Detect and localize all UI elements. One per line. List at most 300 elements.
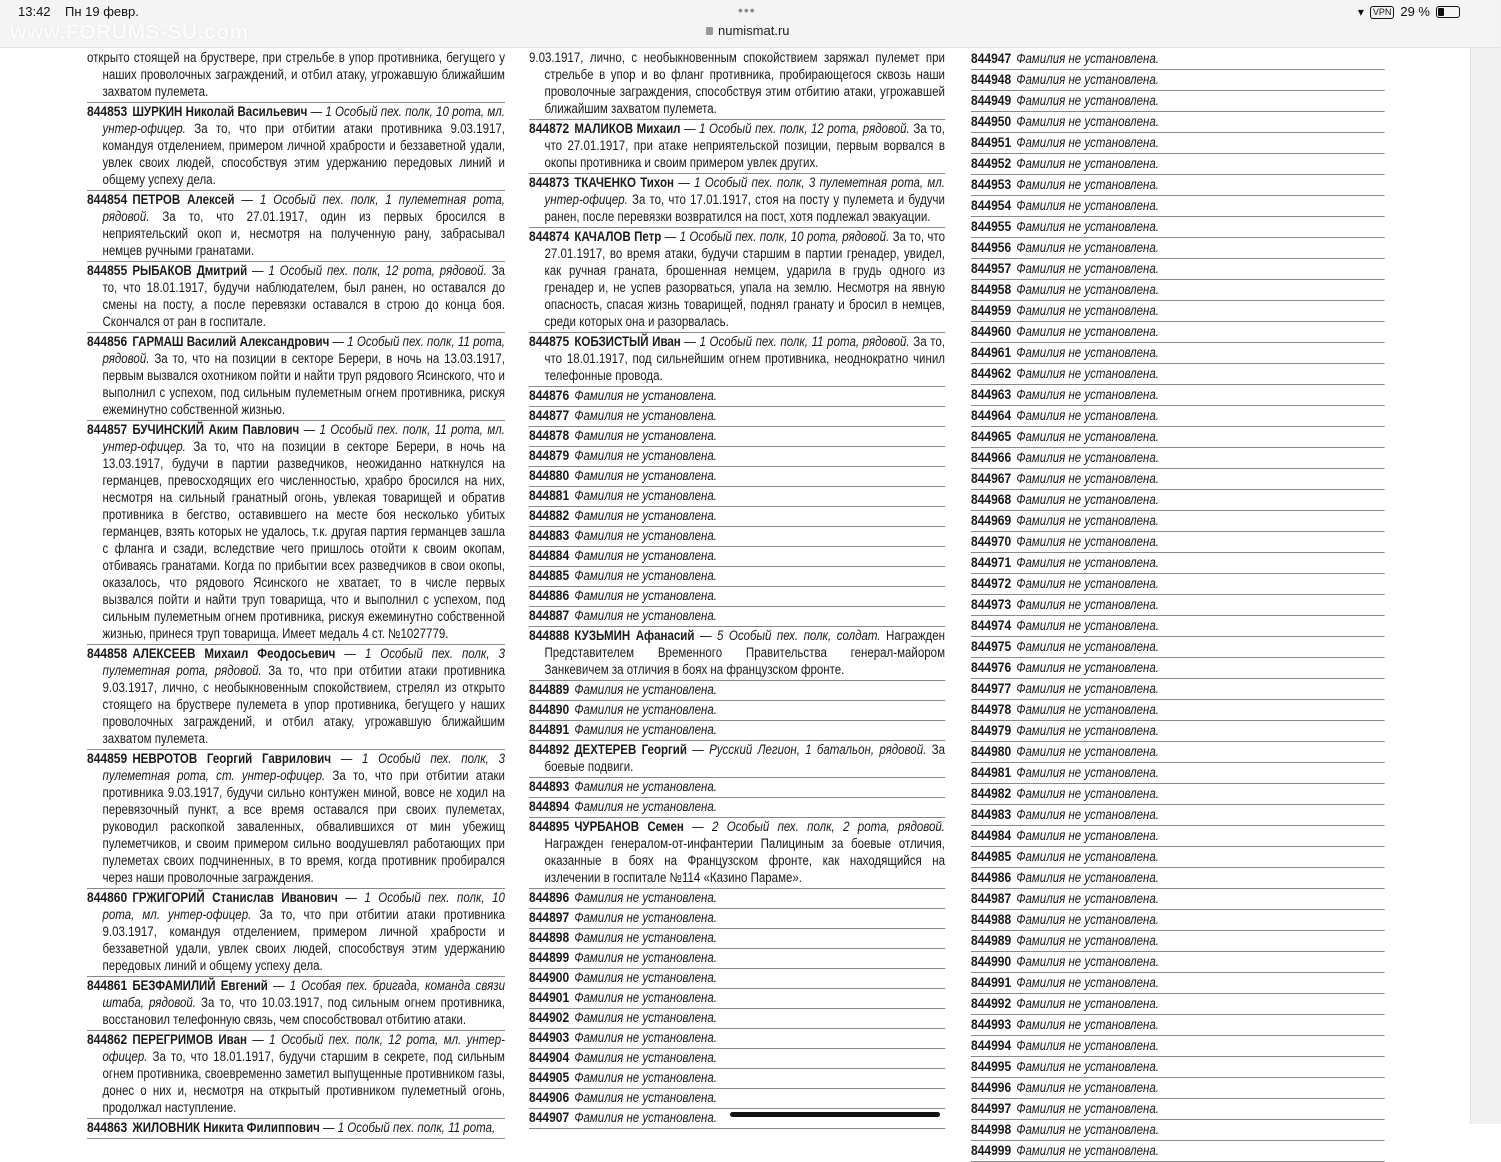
entry-unit: 1 Особая пех. бригада, команда связи штаба, рядовой.: [102, 978, 505, 1010]
entry-number: 844883: [529, 527, 570, 543]
entry-number: 844979: [971, 722, 1012, 738]
entry-unknown: Фамилия не установлена.: [574, 508, 717, 523]
list-entry: [529, 798, 945, 818]
entry-number: 844947: [971, 50, 1012, 66]
entry-unit: 1 Особый пех. полк, 10 рота, мл. унтер-офицер.: [102, 890, 505, 922]
list-entry: [529, 467, 945, 487]
list-entry: 844895 ЧУРБАНОВ Семен — 2 Особый пех. полк, 2 рота, рядовой. Награжден генералом-от-инфантерии Палициным за боевые отличия, оказанные в боях на Французском фронте, как находящийся на излечении в госпитале №114 «Казино Параме».: [529, 818, 945, 889]
status-bar: [0, 0, 1500, 48]
list-entry: [971, 721, 1385, 742]
list-entry: [529, 1089, 945, 1109]
entry-number: 844880: [529, 467, 570, 483]
entry-unknown: Фамилия не установлена.: [574, 1070, 717, 1085]
list-entry: 844860 ГРЖИГОРИЙ Станислав Иванович — 1 Особый пех. полк, 10 рота, мл. унтер-офицер. За то, что при отбитии атаки противника 9.03.1917, командуя отделением, примером личной храбрости и беззаветной удали, увлек своих людей, способствуя этим удержанию передовых линий и общему успеху дела.: [87, 889, 505, 977]
entry-name: ЖИЛОВНИК Никита Филиппович: [132, 1120, 320, 1135]
entry-unit: 5 Особый пех. полк, солдат.: [716, 628, 881, 643]
entry-number: 844997: [971, 1100, 1012, 1116]
list-entry: 844854 ПЕТРОВ Алексей — 1 Особый пех. полк, 1 пулеметная рота, рядовой. За то, что 27.01.1917, один из первых бросился в неприятельский окоп и, несмотря на полученную рану, забрасывал немцев ручными гранатами.: [87, 191, 505, 262]
list-entry: [971, 196, 1385, 217]
list-entry: 844861 БЕЗФАМИЛИЙ Евгений — 1 Особая пех. бригада, команда связи штаба, рядовой. За то, что 10.03.1917, под сильным огнем противника, восстановил телефонную связь, чем способствовал отбитию атаки.: [87, 977, 505, 1031]
entry-number: 844903: [529, 1029, 570, 1045]
entry-unit: 1 Особый пех. полк, 11 рота, мл. унтер-офицер.: [102, 422, 505, 454]
list-entry: [971, 784, 1385, 805]
entry-unknown: Фамилия не установлена.: [1016, 870, 1159, 885]
entry-number: 844999: [971, 1142, 1012, 1158]
entry-unit: 1 Особый пех. полк, 3 пулеметная рота, ст. унтер-офицер.: [102, 751, 505, 783]
entry-number: 844992: [971, 995, 1012, 1011]
list-entry: [529, 721, 945, 741]
entry-unknown: Фамилия не установлена.: [574, 1090, 717, 1105]
list-entry: [971, 238, 1385, 259]
entry-unknown: Фамилия не установлена.: [1016, 891, 1159, 906]
entry-unknown: Фамилия не установлена.: [574, 408, 717, 423]
entry-number: 844900: [529, 969, 570, 985]
list-entry: [971, 931, 1385, 952]
lock-icon: [706, 27, 713, 35]
column-1: [87, 49, 506, 1135]
entry-unit: 1 Особый пех. полк, 10 рота, мл. унтер-офицер.: [102, 104, 505, 136]
list-entry: [971, 700, 1385, 721]
entry-text: За то, что 18.01.1917, будучи старшим в секрете, под сильным огнем противника, своевременно заметил выпущенные противником газы, донес о них и, несмотря на открытый противником пулеметный огонь, продолжал наступление.: [102, 1049, 505, 1115]
list-entry: 844856 ГАРМАШ Василий Александрович — 1 Особый пех. полк, 11 рота, рядовой. За то, что на позиции в секторе Берери, в ночь на 13.03.1917, первым вызвался охотником пойти и найти труп рядового Ясинского, что и выполнил с успехом, под сильным пулеметным огнем противника, рискуя ежеминутно собственной жизнью.: [87, 333, 505, 421]
list-entry: [971, 868, 1385, 889]
entry-text: Награжден Представителем Временного Правительства генерал-майором Занкевичем за отличия в боях на французском фронте.: [544, 628, 945, 677]
address-bar[interactable]: [706, 23, 790, 39]
entry-text: За боевые подвиги.: [544, 742, 945, 774]
entry-number: 844853: [87, 103, 128, 119]
entry-number: 844978: [971, 701, 1012, 717]
entry-number: 844859: [87, 750, 128, 766]
entry-number: 844885: [529, 567, 570, 583]
list-entry: [529, 969, 945, 989]
home-indicator[interactable]: [730, 1112, 940, 1117]
entry-text: За то, что 18.01.1917, под сильнейшим огнем противника, неоднократно чинил телефонные провода.: [544, 334, 945, 383]
entry-unknown: Фамилия не установлена.: [574, 528, 717, 543]
list-entry: [529, 929, 945, 949]
list-entry: [971, 511, 1385, 532]
list-entry: 844888 КУЗЬМИН Афанасий — 5 Особый пех. полк, солдат. Награжден Представителем Временного Правительства генерал-майором Занкевичем за отличия в боях на французском фронте.: [529, 627, 945, 681]
entry-text: За то, что 18.01.1917, будучи наблюдателем, был ранен, но оставался до смены на посту, а после перевязки оставался в строю до конца боя. Скончался от ран в госпитале.: [102, 263, 505, 329]
entry-name: РЫБАКОВ Дмитрий: [132, 263, 248, 278]
entry-number: 844884: [529, 547, 570, 563]
entry-number: 844970: [971, 533, 1012, 549]
list-entry: [971, 553, 1385, 574]
list-entry: [971, 490, 1385, 511]
list-entry: [971, 574, 1385, 595]
entry-number: 844971: [971, 554, 1012, 570]
entry-unknown: Фамилия не установлена.: [1016, 345, 1159, 360]
entry-name: КУЗЬМИН Афанасий: [574, 628, 695, 643]
entry-number: 844898: [529, 929, 570, 945]
list-entry: [971, 973, 1385, 994]
entry-number: 844890: [529, 701, 570, 717]
entry-unknown: Фамилия не установлена.: [574, 950, 717, 965]
entry-unknown: Фамилия не установлена.: [574, 682, 717, 697]
entry-unknown: Фамилия не установлена.: [1016, 240, 1159, 255]
entry-unknown: Фамилия не установлена.: [1016, 72, 1159, 87]
entry-unit: 1 Особый пех. полк, 3 пулеметная рота, мл. унтер-офицер.: [544, 175, 946, 207]
entry-unknown: Фамилия не установлена.: [574, 448, 717, 463]
entry-unknown: Фамилия не установлена.: [1016, 513, 1159, 528]
list-entry: [971, 847, 1385, 868]
entry-text: За то, что при отбитии атаки противника 9.03.1917, лично, с необыкновенным спокойствием, стрелял из открыто стоящего на бруствере пулемета в упор противника, бегущего у наших проволочных заграждений, и отбил атаку, угрожавшую ближайшим захватом пулемета.: [102, 663, 505, 746]
battery-percent: 29 %: [1400, 4, 1430, 19]
entry-number: 844960: [971, 323, 1012, 339]
entry-number: 844951: [971, 134, 1012, 150]
list-entry: [971, 322, 1385, 343]
entry-unknown: Фамилия не установлена.: [574, 910, 717, 925]
clock: 13:42: [18, 4, 51, 19]
entry-number: 844878: [529, 427, 570, 443]
entry-number: 844889: [529, 681, 570, 697]
list-entry: [971, 805, 1385, 826]
entry-text: За то, что при отбитии атаки противника 9.03.1917, будучи сильно контужен миной, вовсе не ходил на перевязочный пункт, а все время оставался при своих пулеметах, руководил раскопкой заваленных, обвалившихся от мин убежищ пулеметчиков, и своим примером сильно воодушевлял работающих при пулеметах своих подчиненных, в то время, когда противник пробирался через наши проволочные заграждения.: [102, 768, 505, 885]
list-entry: [971, 280, 1385, 301]
entry-unknown: Фамилия не установлена.: [574, 990, 717, 1005]
entry-continuation: [87, 49, 505, 103]
entry-number: 844905: [529, 1069, 570, 1085]
entry-name: АЛЕКСЕЕВ Михаил Феодосьевич: [132, 646, 336, 661]
entry-number: 844964: [971, 407, 1012, 423]
entry-unknown: Фамилия не установлена.: [1016, 450, 1159, 465]
list-entry: [971, 889, 1385, 910]
entry-number: 844985: [971, 848, 1012, 864]
entry-number: 844906: [529, 1089, 570, 1105]
list-entry: 844892 ДЕХТЕРЕВ Георгий — Русский Легион, 1 батальон, рядовой. За боевые подвиги.: [529, 741, 945, 778]
entry-number: 844949: [971, 92, 1012, 108]
entry-number: 844966: [971, 449, 1012, 465]
url-text: numismat.ru: [718, 23, 790, 38]
entry-unknown: Фамилия не установлена.: [574, 468, 717, 483]
entry-number: 844977: [971, 680, 1012, 696]
entry-number: 844963: [971, 386, 1012, 402]
entry-number: 844953: [971, 176, 1012, 192]
entry-name: ГАРМАШ Василий Александрович: [132, 334, 330, 349]
entry-number: 844989: [971, 932, 1012, 948]
entry-unknown: Фамилия не установлена.: [1016, 933, 1159, 948]
list-entry: [971, 1078, 1385, 1099]
entry-unknown: Фамилия не установлена.: [1016, 114, 1159, 129]
entry-number: 844882: [529, 507, 570, 523]
list-entry: 844855 РЫБАКОВ Дмитрий — 1 Особый пех. полк, 12 рота, рядовой. За то, что 18.01.1917, будучи наблюдателем, был ранен, но оставался до смены на посту, а после перевязки оставался в строю до конца боя. Скончался от ран в госпитале.: [87, 262, 505, 333]
entry-number: 844877: [529, 407, 570, 423]
list-entry: [971, 952, 1385, 973]
entry-unit: 1 Особый пех. полк, 1 пулеметная рота, рядовой.: [102, 192, 505, 224]
battery-icon: [1436, 6, 1460, 18]
entry-number: 844856: [87, 333, 128, 349]
list-entry: [529, 889, 945, 909]
entry-number: 844860: [87, 889, 128, 905]
list-entry: [971, 1015, 1385, 1036]
list-entry: [529, 387, 945, 407]
scroll-edge: [1470, 0, 1501, 1124]
entry-number: 844975: [971, 638, 1012, 654]
entry-text: За то, что на позиции в секторе Берери, в ночь на 13.03.1917, будучи в партии разведчиков, неожиданно наткнулся на германцев, превосходящих его численностью, храбро бросился на них, несмотря на сильный гранатный огонь, увлекая товарищей и обратив противника в бегство, оставившего на месте боя несколько убитых германцев, взять которых не удалось, т.к. другая партия германцев зашла с фланга и сзади, вследствие чего пришлось отойти к своим окопам, отбиваясь гранатами. Когда по прибытии всех разведчиков в свои окопы, оказалось, что рядового Ясинского не хватает, то в числе первых вызвался пойти и найти труп товарища, что и выполнил с успехом, под сильным пулеметным огнем противника, рискуя ежеминутно собственной жизнью, принеся труп товарища. Имеет медаль 4 ст. №1027779.: [102, 439, 505, 641]
entry-number: 844993: [971, 1016, 1012, 1032]
list-entry: [529, 909, 945, 929]
list-entry: [971, 343, 1385, 364]
list-entry: [529, 949, 945, 969]
entry-unknown: Фамилия не установлена.: [1016, 618, 1159, 633]
entry-unknown: Фамилия не установлена.: [1016, 681, 1159, 696]
entry-number: 844876: [529, 387, 570, 403]
list-entry: [529, 701, 945, 721]
date: Пн 19 февр.: [65, 4, 139, 19]
entry-number: 844854: [87, 191, 128, 207]
entry-unknown: Фамилия не установлена.: [1016, 1059, 1159, 1074]
list-entry: 844872 МАЛИКОВ Михаил — 1 Особый пех. полк, 12 рота, рядовой. За то, что 27.01.1917, при атаке неприятельской позиции, первым ворвался в окопы противника и своим примером увлек других.: [529, 120, 945, 174]
entry-number: 844904: [529, 1049, 570, 1065]
list-entry: [971, 1036, 1385, 1057]
entry-unknown: Фамилия не установлена.: [1016, 975, 1159, 990]
entry-unknown: Фамилия не установлена.: [1016, 471, 1159, 486]
list-entry: [971, 994, 1385, 1015]
entry-unknown: Фамилия не установлена.: [1016, 597, 1159, 612]
entry-unknown: Фамилия не установлена.: [1016, 177, 1159, 192]
entry-number: 844892: [529, 741, 570, 757]
entry-text: Награжден генералом-от-инфантерии Палициным за боевые отличия, оказанные в боях на Французском фронте, как находящийся на излечении в госпитале №114 «Казино Параме».: [544, 836, 945, 885]
entry-unknown: Фамилия не установлена.: [1016, 1017, 1159, 1032]
entry-number: 844984: [971, 827, 1012, 843]
entry-unknown: Фамилия не установлена.: [574, 1010, 717, 1025]
list-entry: [971, 1057, 1385, 1078]
list-entry: [529, 527, 945, 547]
list-entry: [529, 1049, 945, 1069]
entry-unknown: Фамилия не установлена.: [1016, 1143, 1159, 1158]
entry-unknown: Фамилия не установлена.: [574, 488, 717, 503]
list-entry: [529, 989, 945, 1009]
entry-unknown: Фамилия не установлена.: [1016, 492, 1159, 507]
entry-number: 844998: [971, 1121, 1012, 1137]
entry-unknown: Фамилия не установлена.: [1016, 1080, 1159, 1095]
entry-number: 844967: [971, 470, 1012, 486]
entry-number: 844891: [529, 721, 570, 737]
list-entry: [971, 70, 1385, 91]
entry-unknown: Фамилия не установлена.: [1016, 1122, 1159, 1137]
entry-unknown: Фамилия не установлена.: [1016, 261, 1159, 276]
entry-unit: 1 Особый пех. полк, 11 рота,: [337, 1120, 496, 1135]
watermark: www.FORUMS-SU.com: [10, 21, 249, 44]
entry-number: 844962: [971, 365, 1012, 381]
wifi-icon: ▾: [1357, 5, 1364, 19]
list-entry: [971, 49, 1385, 70]
entry-name: ЧУРБАНОВ Семен: [574, 819, 684, 834]
list-entry: [529, 607, 945, 627]
entry-unit: 1 Особый пех. полк, 11 рота, рядовой.: [102, 334, 505, 366]
entry-name: ГРЖИГОРИЙ Станислав Иванович: [132, 890, 338, 905]
entry-number: 844959: [971, 302, 1012, 318]
entry-number: 844950: [971, 113, 1012, 129]
entry-unit: Русский Легион, 1 батальон, рядовой.: [709, 742, 927, 757]
list-entry: [971, 532, 1385, 553]
list-entry: [971, 1141, 1385, 1162]
entry-unknown: Фамилия не установлена.: [1016, 366, 1159, 381]
entry-number: 844988: [971, 911, 1012, 927]
entry-number: 844888: [529, 627, 570, 643]
entry-unit: 1 Особый пех. полк, 12 рота, рядовой.: [699, 121, 910, 136]
entry-unknown: Фамилия не установлена.: [1016, 156, 1159, 171]
entry-number: 844861: [87, 977, 128, 993]
entry-unit: 1 Особый пех. полк, 12 рота, рядовой.: [268, 263, 487, 278]
list-entry: 844857 БУЧИНСКИЙ Аким Павлович — 1 Особый пех. полк, 11 рота, мл. унтер-офицер. За то, что на позиции в секторе Берери, в ночь на 13.03.1917, будучи в партии разведчиков, неожиданно наткнулся на германцев, превосходящих его численностью, храбро бросился на них, несмотря на сильный гранатный огонь, увлекая товарищей и обратив противника в бегство, оставившего на месте боя несколько убитых германцев, взять которых не удалось, т.к. другая партия германцев зашла с фланга и сзади, вследствие чего пришлось отойти к своим окопам, отбиваясь гранатами. Когда по прибытии всех разведчиков в свои окопы, оказалось, что рядового Ясинского не хватает, то в числе первых вызвался пойти и найти труп товарища, что и выполнил с успехом, под сильным пулеметным огнем противника, рискуя ежеминутно собственной жизнью, принеся труп товарища. Имеет медаль 4 ст. №1027779.: [87, 421, 505, 645]
entry-number: 844961: [971, 344, 1012, 360]
entry-number: 844872: [529, 120, 570, 136]
entry-number: 844874: [529, 228, 570, 244]
list-entry: [529, 447, 945, 467]
entry-number: 844980: [971, 743, 1012, 759]
entry-number: 844990: [971, 953, 1012, 969]
entry-number: 844952: [971, 155, 1012, 171]
entry-unit: 1 Особый пех. полк, 11 рота, рядовой.: [699, 334, 910, 349]
entry-unknown: Фамилия не установлена.: [1016, 702, 1159, 717]
entry-unknown: Фамилия не установлена.: [1016, 996, 1159, 1011]
entry-name: ДЕХТЕРЕВ Георгий: [574, 742, 687, 757]
entry-unknown: Фамилия не установлена.: [1016, 576, 1159, 591]
entry-number: 844858: [87, 645, 128, 661]
entry-unknown: Фамилия не установлена.: [1016, 198, 1159, 213]
entry-number: 844901: [529, 989, 570, 1005]
entry-number: 844855: [87, 262, 128, 278]
list-entry: [971, 595, 1385, 616]
entry-number: 844897: [529, 909, 570, 925]
list-entry: 844873 ТКАЧЕНКО Тихон — 1 Особый пех. полк, 3 пулеметная рота, мл. унтер-офицер. За то, что 17.01.1917, стоя на посту у пулемета и будучи ранен, после перевязки возвратился на пост, хотя подлежал эвакуации.: [529, 174, 945, 228]
list-entry: [971, 217, 1385, 238]
entry-number: 844965: [971, 428, 1012, 444]
entry-number: 844875: [529, 333, 570, 349]
list-entry: [529, 487, 945, 507]
entry-text: За то, что при отбитии атаки противника 9.03.1917, командуя отделением, примером личной храбрости и беззаветной удали, увлек своих людей, способствуя этим удержанию передовых линий и общему успеху дела.: [102, 907, 505, 973]
entry-unknown: Фамилия не установлена.: [574, 702, 717, 717]
list-entry: [971, 679, 1385, 700]
battery-fill: [1438, 8, 1444, 16]
entry-number: 844968: [971, 491, 1012, 507]
entry-unknown: Фамилия не установлена.: [574, 970, 717, 985]
entry-number: 844983: [971, 806, 1012, 822]
list-entry: [971, 301, 1385, 322]
entry-number: 844994: [971, 1037, 1012, 1053]
entry-unknown: Фамилия не установлена.: [1016, 828, 1159, 843]
entry-text: За то, что при отбитии атаки противника 9.03.1917, командуя отделением, примером личной храбрости и беззаветной удали, увлек своих людей, способствуя этим удержанию передовых линий и общему успеху дела.: [102, 121, 505, 187]
entry-number: 844887: [529, 607, 570, 623]
list-entry: [971, 364, 1385, 385]
entry-unknown: Фамилия не установлена.: [1016, 219, 1159, 234]
list-entry: [971, 658, 1385, 679]
entry-name: ПЕТРОВ Алексей: [132, 192, 235, 207]
column-2: [529, 49, 945, 1124]
list-entry: [529, 1009, 945, 1029]
entry-number: 844974: [971, 617, 1012, 633]
list-entry: 844874 КАЧАЛОВ Петр — 1 Особый пех. полк, 10 рота, рядовой. За то, что 27.01.1917, во время атаки, будучи старшим в партии гренадер, увидел, как ручная граната, брошенная немцем, ударила в грудь одного из гренадер и, не успев разорваться, упала на землю. Несмотря на явную опасность, спасая жизнь товарищей, поднял гранату и бросил в немцев, среди которых она и разорвалась.: [529, 228, 945, 333]
entry-unknown: Фамилия не установлена.: [1016, 849, 1159, 864]
entry-unknown: Фамилия не установлена.: [1016, 723, 1159, 738]
entry-unknown: Фамилия не установлена.: [1016, 51, 1159, 66]
list-entry: [971, 133, 1385, 154]
list-entry: [529, 507, 945, 527]
entry-unknown: Фамилия не установлена.: [1016, 93, 1159, 108]
entry-number: 844955: [971, 218, 1012, 234]
entry-number: 844958: [971, 281, 1012, 297]
entry-text: За то, что 27.01.1917, один из первых бросился в неприятельский окоп и, несмотря на полученную рану, забрасывал немцев ручными гранатами.: [102, 209, 505, 258]
entry-name: ПЕРЕГРИМОВ Иван: [132, 1032, 247, 1047]
entry-number: 844981: [971, 764, 1012, 780]
entry-unknown: Фамилия не установлена.: [1016, 765, 1159, 780]
list-entry: 844853 ШУРКИН Николай Васильевич — 1 Особый пех. полк, 10 рота, мл. унтер-офицер. За то, что при отбитии атаки противника 9.03.1917, командуя отделением, примером личной храбрости и беззаветной удали, увлек своих людей, способствуя этим удержанию передовых линий и общему успеху дела.: [87, 103, 505, 191]
entry-unknown: Фамилия не установлена.: [1016, 912, 1159, 927]
entry-text: За то, что 27.01.1917, при атаке неприятельской позиции, первым ворвался в окопы противника и своим примером увлек других.: [544, 121, 945, 170]
entry-unknown: Фамилия не установлена.: [1016, 786, 1159, 801]
entry-name: ТКАЧЕНКО Тихон: [574, 175, 674, 190]
entry-text: За то, что 17.01.1917, стоя на посту у пулемета и будучи ранен, после перевязки возвратился на пост, хотя подлежал эвакуации.: [544, 192, 945, 224]
entry-unit: 1 Особый пех. полк, 12 рота, мл. унтер-офицер.: [102, 1032, 506, 1064]
list-entry: 844858 АЛЕКСЕЕВ Михаил Феодосьевич — 1 Особый пех. полк, 3 пулеметная рота, рядовой. За то, что при отбитии атаки противника 9.03.1917, лично, с необыкновенным спокойствием, стрелял из открыто стоящего на бруствере пулемета в упор противника, бегущего у наших проволочных заграждений, и отбил атаку, угрожавшую ближайшим захватом пулемета.: [87, 645, 505, 750]
list-entry: [529, 1069, 945, 1089]
entry-number: 844948: [971, 71, 1012, 87]
entry-unknown: Фамилия не установлена.: [1016, 660, 1159, 675]
entry-name: МАЛИКОВ Михаил: [574, 121, 681, 136]
entry-text: За то, что на позиции в секторе Берери, в ночь на 13.03.1917, первым вызвался охотником пойти и найти труп рядового Ясинского, что и выполнил с успехом, под сильным пулеметным огнем противника, рискуя ежеминутно собственной жизнью.: [102, 351, 505, 417]
list-entry: 844862 ПЕРЕГРИМОВ Иван — 1 Особый пех. полк, 12 рота, мл. унтер-офицер. За то, что 18.01.1917, будучи старшим в секрете, под сильным огнем противника, своевременно заметил выпущенные противником газы, донес о них и, несмотря на открытый противником пулеметный огонь, продолжал наступление.: [87, 1031, 505, 1119]
entry-name: БЕЗФАМИЛИЙ Евгений: [132, 978, 268, 993]
entry-unknown: Фамилия не установлена.: [1016, 744, 1159, 759]
list-entry: [971, 406, 1385, 427]
list-entry: [529, 587, 945, 607]
entry-number: 844973: [971, 596, 1012, 612]
list-entry: [529, 567, 945, 587]
entry-number: 844902: [529, 1009, 570, 1025]
list-entry: [971, 763, 1385, 784]
list-entry: [971, 259, 1385, 280]
entry-text: 9.03.1917, лично, с необыкновенным спокойствием заряжал пулемет при стрельбе в упор и во фланг противника, пробирающегося сквозь наши проволочные заграждения, способствуя этим отбитию атаки, угрожавшей ближайшим захватом пулемета.: [529, 50, 945, 116]
entry-unknown: Фамилия не установлена.: [574, 799, 717, 814]
entry-continuation: [529, 49, 945, 120]
entry-name: ШУРКИН Николай Васильевич: [132, 104, 308, 119]
entry-unknown: Фамилия не установлена.: [1016, 1038, 1159, 1053]
entry-number: 844886: [529, 587, 570, 603]
entry-number: 844957: [971, 260, 1012, 276]
entry-unknown: Фамилия не установлена.: [574, 1030, 717, 1045]
list-entry: [971, 385, 1385, 406]
list-entry: [971, 1120, 1385, 1141]
entry-unknown: Фамилия не установлена.: [1016, 282, 1159, 297]
entry-unknown: Фамилия не установлена.: [574, 388, 717, 403]
entry-unknown: Фамилия не установлена.: [1016, 534, 1159, 549]
more-dots-icon[interactable]: •••: [738, 2, 756, 18]
vpn-badge: VPN: [1370, 6, 1395, 19]
entry-text: открыто стоящей на бруствере, при стрельбе в упор противника, бегущего у наших проволочных заграждений, и отбил атаку, угрожавшую ближайшим захватом пулемета.: [87, 50, 505, 99]
entry-number: 844991: [971, 974, 1012, 990]
entry-unknown: Фамилия не установлена.: [1016, 303, 1159, 318]
entry-unknown: Фамилия не установлена.: [574, 588, 717, 603]
list-entry: [971, 469, 1385, 490]
list-entry: [971, 91, 1385, 112]
entry-number: 844863: [87, 1119, 128, 1135]
entry-unit: 2 Особый пех. полк, 2 рота, рядовой.: [712, 819, 945, 834]
list-entry: [529, 1029, 945, 1049]
list-entry: [971, 175, 1385, 196]
entry-unknown: Фамилия не установлена.: [1016, 1101, 1159, 1116]
list-entry: [971, 112, 1385, 133]
entry-number: 844896: [529, 889, 570, 905]
entry-name: КАЧАЛОВ Петр: [574, 229, 662, 244]
entry-number: 844969: [971, 512, 1012, 528]
entry-text: За то, что 10.03.1917, под сильным огнем противника, восстановил телефонную связь, чем способствовал отбитию атаки.: [102, 995, 505, 1027]
entry-number: 844907: [529, 1109, 570, 1125]
entry-number: 844893: [529, 778, 570, 794]
list-entry: [971, 826, 1385, 847]
column-3: [971, 49, 1385, 1158]
entry-unknown: Фамилия не установлена.: [574, 428, 717, 443]
entry-number: 844995: [971, 1058, 1012, 1074]
